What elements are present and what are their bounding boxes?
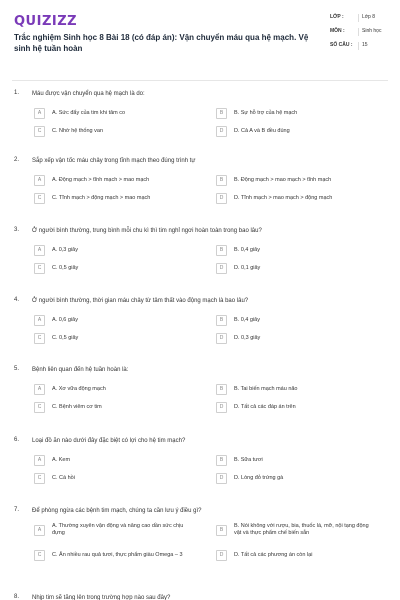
option-text: C. 0,5 giây xyxy=(52,334,79,341)
option-text: D. Lòng đỏ trứng gà xyxy=(234,474,284,481)
answer-option-c[interactable] xyxy=(34,471,195,485)
header-divider xyxy=(12,80,388,81)
answer-option-b[interactable] xyxy=(216,313,377,327)
option-text: C. 0,5 giây xyxy=(52,264,79,271)
answer-option-b[interactable] xyxy=(216,243,377,257)
option-letter-box: A xyxy=(34,175,45,186)
option-letter-box: A xyxy=(34,108,45,119)
option-letter-box: C xyxy=(34,473,45,484)
meta-row-count xyxy=(330,42,392,50)
answer-option-d[interactable] xyxy=(216,191,377,205)
answer-option-a[interactable] xyxy=(34,523,195,537)
option-letter-box: C xyxy=(34,333,45,344)
option-letter-box: B xyxy=(216,455,227,466)
option-text: D. 0,3 giây xyxy=(234,334,261,341)
option-letter-box: C xyxy=(34,126,45,137)
question-text: Ở người bình thường, trung bình mỗi chu kì thì tim nghỉ ngơi hoàn toàn trong bao lâu? xyxy=(32,228,262,234)
option-text: B. Sự hỗ trợ của hệ mạch xyxy=(234,109,298,116)
option-letter-box: B xyxy=(216,245,227,256)
option-text: C. Tĩnh mạch > động mạch > mao mạch xyxy=(52,194,151,201)
meta-label: MÔN : xyxy=(330,28,345,34)
answer-option-d[interactable] xyxy=(216,261,377,275)
meta-row-grade xyxy=(330,14,392,22)
option-text: C. Nhờ hệ thống van xyxy=(52,127,103,134)
answer-option-b[interactable] xyxy=(216,173,377,187)
option-letter-box: B xyxy=(216,108,227,119)
option-text: D. 0,1 giây xyxy=(234,264,261,271)
question-number: 8. xyxy=(14,594,20,600)
meta-value: Lớp 8 xyxy=(358,14,392,22)
question-text: Loại đồ ăn nào dưới đây đặc biệt có lợi cho hệ tim mạch? xyxy=(32,438,186,444)
meta-value: 15 xyxy=(358,42,392,50)
question-text: Ở người bình thường, thời gian máu chảy từ tâm thất vào động mạch là bao lâu? xyxy=(32,298,249,304)
option-text: D. Tất cả các phương án còn lại xyxy=(234,551,313,558)
option-text: A. Thường xuyên vận động và nâng cao dần sức chịu đựng xyxy=(52,523,184,536)
option-letter-box: B xyxy=(216,175,227,186)
answer-option-d[interactable] xyxy=(216,400,377,414)
option-text: A. Sức đẩy của tim khi tâm co xyxy=(52,109,126,116)
question-text: Để phòng ngừa các bệnh tim mạch, chúng ta cần lưu ý điều gì? xyxy=(32,508,202,514)
answer-option-c[interactable] xyxy=(34,400,195,414)
option-text: A. Xơ vữa động mạch xyxy=(52,385,106,392)
option-letter-box: C xyxy=(34,263,45,274)
option-letter-box: D xyxy=(216,550,227,561)
worksheet-meta xyxy=(330,14,392,56)
option-text: C. Bệnh viêm cơ tim xyxy=(52,403,102,410)
option-text: B. Sữa tươi xyxy=(234,456,263,463)
option-text: A. 0,6 giây xyxy=(52,316,78,323)
option-text: B. 0,4 giây xyxy=(234,316,260,323)
option-letter-box: A xyxy=(34,455,45,466)
option-text: B. 0,4 giây xyxy=(234,246,260,253)
option-text: C. Ăn nhiều rau quả tươi, thực phẩm giàu Omega – 3 xyxy=(52,551,183,558)
option-text: B. Tai biến mạch máu não xyxy=(234,385,298,392)
worksheet-header xyxy=(0,0,400,80)
answer-option-c[interactable] xyxy=(34,124,195,138)
answer-option-c[interactable] xyxy=(34,548,195,562)
answer-option-c[interactable] xyxy=(34,261,195,275)
option-letter-box: D xyxy=(216,473,227,484)
question-number: 1. xyxy=(14,90,20,96)
answer-option-a[interactable] xyxy=(34,106,195,120)
question-text: Sắp xếp vận tốc máu chảy trong tĩnh mạch theo đúng trình tự xyxy=(32,158,196,164)
option-letter-box: A xyxy=(34,315,45,326)
answer-option-b[interactable] xyxy=(216,106,377,120)
question-number: 6. xyxy=(14,437,20,443)
question-number: 4. xyxy=(14,297,20,303)
option-letter-box: D xyxy=(216,193,227,204)
question-text: Bệnh liên quan đến hệ tuần hoàn là: xyxy=(32,367,129,373)
option-letter-box: C xyxy=(34,550,45,561)
question-number: 3. xyxy=(14,227,20,233)
option-text: D. Tĩnh mạch > mao mạch > động mạch xyxy=(234,194,333,201)
option-text: C. Cá hồi xyxy=(52,474,75,481)
page-title: Trắc nghiệm Sinh học 8 Bài 18 (có đáp án): Vận chuyển máu qua hệ mạch. Vệ sinh hệ tuần hoàn xyxy=(14,33,309,53)
option-text: B. Động mạch > mao mạch > tĩnh mạch xyxy=(234,176,332,183)
option-letter-box: A xyxy=(34,525,45,536)
option-text: B. Nói không với rượu, bia, thuốc lá, mỡ, nội tạng động vật và thực phẩm chế biến sẵn xyxy=(234,523,369,536)
question-number: 2. xyxy=(14,157,20,163)
question-number: 5. xyxy=(14,366,20,372)
option-letter-box: D xyxy=(216,263,227,274)
answer-option-a[interactable] xyxy=(34,453,195,467)
answer-option-d[interactable] xyxy=(216,548,377,562)
answer-option-b[interactable] xyxy=(216,382,377,396)
option-text: D. Tất cả các đáp án trên xyxy=(234,403,296,410)
option-text: A. Động mạch > tĩnh mạch > mao mạch xyxy=(52,176,150,183)
answer-option-a[interactable] xyxy=(34,313,195,327)
option-letter-box: D xyxy=(216,333,227,344)
answer-option-c[interactable] xyxy=(34,191,195,205)
option-letter-box: C xyxy=(34,193,45,204)
option-letter-box: C xyxy=(34,402,45,413)
option-text: D. Cả A và B đều đúng xyxy=(234,127,290,134)
option-letter-box: D xyxy=(216,402,227,413)
meta-value: Sinh học xyxy=(358,28,392,36)
option-letter-box: A xyxy=(34,245,45,256)
answer-option-c[interactable] xyxy=(34,331,195,345)
option-letter-box: B xyxy=(216,315,227,326)
answer-option-b[interactable] xyxy=(216,453,377,467)
option-letter-box: B xyxy=(216,525,227,536)
answer-option-a[interactable] xyxy=(34,173,195,187)
question-text: Nhịp tim sẽ tăng lên trong trường hợp nào sau đây? xyxy=(32,595,171,600)
answer-option-a[interactable] xyxy=(34,382,195,396)
answer-option-d[interactable] xyxy=(216,471,377,485)
meta-label: SỐ CÂU : xyxy=(330,42,353,48)
option-text: A. Kem xyxy=(52,456,71,463)
meta-label: LỚP : xyxy=(330,14,344,20)
answer-option-a[interactable] xyxy=(34,243,195,257)
answer-option-d[interactable] xyxy=(216,331,377,345)
option-letter-box: D xyxy=(216,126,227,137)
answer-option-d[interactable] xyxy=(216,124,377,138)
quizizz-logo[interactable]: QUIZIZZ xyxy=(14,14,78,29)
option-text: A. 0,3 giây xyxy=(52,246,78,253)
option-letter-box: B xyxy=(216,384,227,395)
question-text: Máu được vận chuyển qua hệ mạch là do: xyxy=(32,91,145,97)
option-letter-box: A xyxy=(34,384,45,395)
question-number: 7. xyxy=(14,507,20,513)
meta-row-subject xyxy=(330,28,392,36)
answer-option-b[interactable] xyxy=(216,523,377,537)
